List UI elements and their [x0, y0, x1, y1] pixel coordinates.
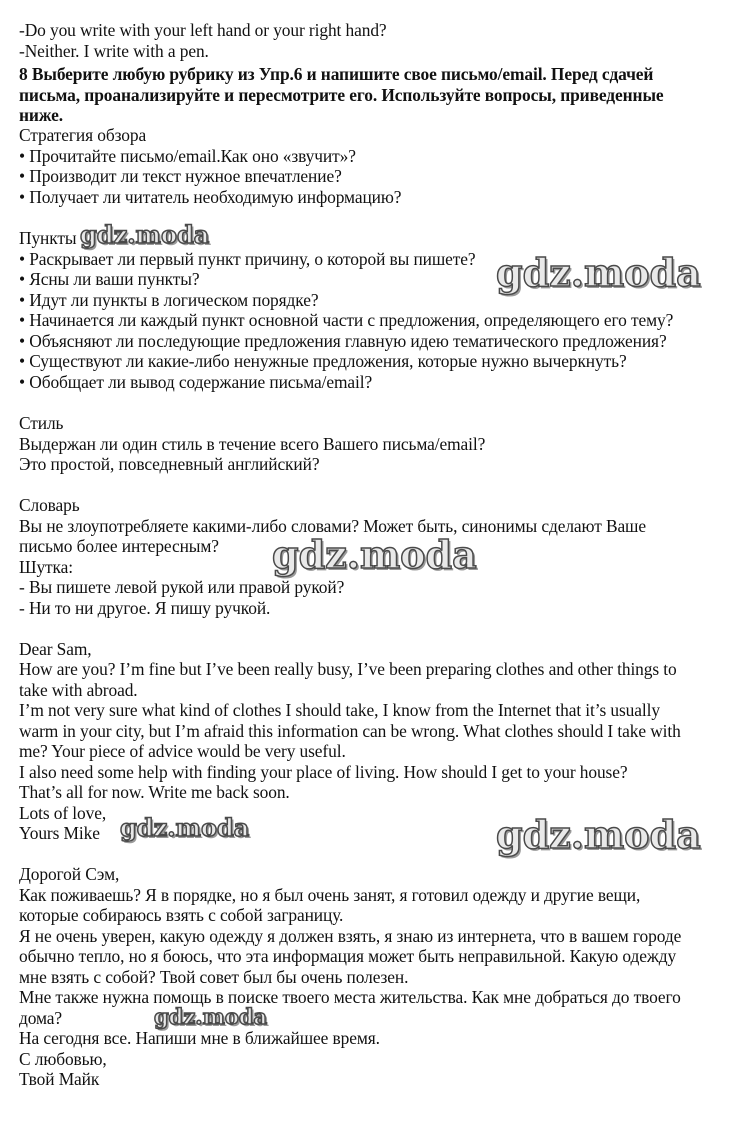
letter-line: How are you? I’m fine but I’ve been really busy, I’ve been preparing clothes and other things to: [19, 659, 677, 679]
watermark: gdz.moda: [496, 250, 701, 295]
exercise-heading: письма, проанализируйте и пересмотрите его. Используйте вопросы, приведенные: [19, 85, 664, 105]
section-heading: Стратегия обзора: [19, 125, 147, 145]
text-line: - Вы пишете левой рукой или правой рукой?: [19, 577, 345, 597]
watermark: gdz.moda: [80, 220, 210, 249]
text-line: -Do you write with your left hand or your right hand?: [19, 20, 387, 40]
bullet-item: • Идут ли пункты в логическом порядке?: [19, 290, 319, 310]
exercise-heading: ниже.: [19, 105, 63, 125]
text-line: Шутка:: [19, 557, 73, 577]
letter-line: I also need some help with finding your place of living. How should I get to your house?: [19, 762, 628, 782]
bullet-item: • Объясняют ли последующие предложения главную идею тематического предложения?: [19, 331, 667, 351]
letter-line: обычно тепло, но я боюсь, что эта информация может быть неправильной. Какую одежду: [19, 946, 677, 966]
letter-line: Я не очень уверен, какую одежду я должен взять, я знаю из интернета, что в вашем городе: [19, 926, 682, 946]
letter-line: warm in your city, but I’m afraid this information can be wrong. What clothes should I take with: [19, 721, 681, 741]
watermark: gdz.moda: [496, 812, 701, 857]
letter-line: которые собираюсь взять с собой заграницу.: [19, 905, 344, 925]
watermark: gdz.moda: [272, 532, 477, 577]
watermark: gdz.moda: [120, 813, 250, 842]
bullet-item: • Обобщает ли вывод содержание письма/email?: [19, 372, 373, 392]
section-heading: Стиль: [19, 413, 64, 433]
bullet-item: • Существуют ли какие-либо ненужные предложения, которые нужно вычеркнуть?: [19, 351, 627, 371]
letter-greeting: Dear Sam,: [19, 639, 92, 659]
letter-line: дома?: [19, 1008, 63, 1028]
letter-line: На сегодня все. Напиши мне в ближайшее время.: [19, 1028, 380, 1048]
bullet-item: • Производит ли текст нужное впечатление?: [19, 166, 342, 186]
letter-closing: Lots of love,: [19, 803, 107, 823]
exercise-heading: 8 Выберите любую рубрику из Упр.6 и напишите свое письмо/email. Перед сдачей: [19, 64, 654, 84]
text-line: Выдержан ли один стиль в течение всего Вашего письма/email?: [19, 434, 486, 454]
letter-line: мне взять с собой? Твой совет был бы очень полезен.: [19, 967, 409, 987]
letter-line: me? Your piece of advice would be very useful.: [19, 741, 346, 761]
letter-line: That’s all for now. Write me back soon.: [19, 782, 290, 802]
bullet-item: • Ясны ли ваши пункты?: [19, 269, 200, 289]
section-heading: Словарь: [19, 495, 80, 515]
bullet-item: • Начинается ли каждый пункт основной части с предложения, определяющего его тему?: [19, 310, 674, 330]
watermark: gdz.moda: [154, 1004, 268, 1029]
letter-closing: С любовью,: [19, 1049, 107, 1069]
text-line: Вы не злоупотребляете какими-либо словами? Может быть, синонимы сделают Ваше: [19, 516, 646, 536]
text-line: -Neither. I write with a pen.: [19, 41, 209, 61]
text-line: Это простой, повседневный английский?: [19, 454, 320, 474]
text-line: письмо более интересным?: [19, 536, 219, 556]
letter-line: Как поживаешь? Я в порядке, но я был очень занят, я готовил одежду и другие вещи,: [19, 885, 641, 905]
letter-line: I’m not very sure what kind of clothes I should take, I know from the Internet that it’s usually: [19, 700, 660, 720]
section-heading: Пункты: [19, 228, 77, 248]
bullet-item: • Прочитайте письмо/email.Как оно «звучит»?: [19, 146, 356, 166]
letter-line: take with abroad.: [19, 680, 138, 700]
text-line: - Ни то ни другое. Я пишу ручкой.: [19, 598, 271, 618]
letter-signature: Yours Mike: [19, 823, 100, 843]
bullet-item: • Получает ли читатель необходимую информацию?: [19, 187, 402, 207]
letter-signature: Твой Майк: [19, 1069, 100, 1089]
letter-greeting: Дорогой Сэм,: [19, 864, 120, 884]
letter-line: Мне также нужна помощь в поиске твоего места жительства. Как мне добраться до твоего: [19, 987, 681, 1007]
bullet-item: • Раскрывает ли первый пункт причину, о которой вы пишете?: [19, 249, 476, 269]
